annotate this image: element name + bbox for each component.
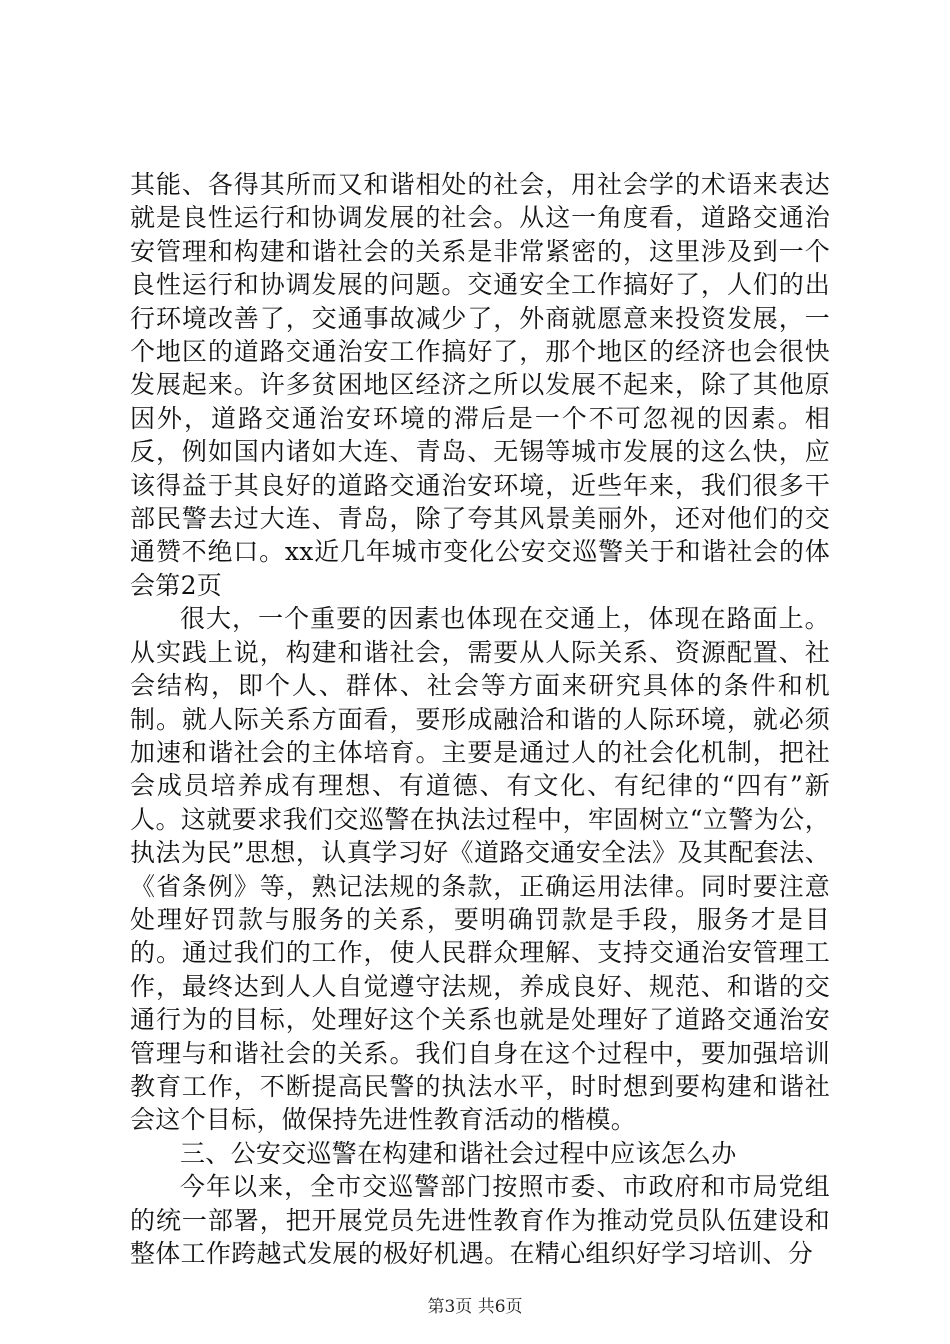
paragraph-3: 今年以来，全市交巡警部门按照市委、市政府和市局党组的统一部署，把开展党员先进性教育作为推动党员队伍建设和整体工作跨越式发展的极好机遇。在精心组织好学习培训、分 [130, 1172, 830, 1268]
document-body [130, 168, 830, 1270]
page-footer: 第3页 共6页 [427, 1297, 523, 1317]
paragraph-2: 很大，一个重要的因素也体现在交通上，体现在路面上。从实践上说，构建和谐社会，需要从人际关系、资源配置、社会结构，即个人、群体、社会等方面来研究具体的条件和机制。就人际关系方面看，要形成融洽和谐的人际环境，就必须加速和谐社会的主体培育。主要是通过人的社会化机制，把社会成员培养成有理想、有道德、有文化、有纪律的“四有”新人。这就要求我们交巡警在执法过程中，牢固树立“立警为公，执法为民”思想，认真学习好《道路交通安全法》及其配套法、《省条例》等，熟记法规的条款，正确运用法律。同时要注意处理好罚款与服务的关系，要明确罚款是手段，服务才是目的。通过我们的工作，使人民群众理解、支持交通治安管理工作，最终达到人人自觉遵守法规，养成良好、规范、和谐的交通行为的目标，处理好这个关系也就是处理好了道路交通治安管理与和谐社会的关系。我们自身在这个过程中，要加强培训教育工作，不断提高民警的执法水平，时时想到要构建和谐社会这个目标，做保持先进性教育活动的楷模。 [130, 604, 830, 1135]
section-heading: 三、公安交巡警在构建和谐社会过程中应该怎么办 [180, 1138, 737, 1168]
paragraph-1: 其能、各得其所而又和谐相处的社会，用社会学的术语来表达就是良性运行和协调发展的社会。从这一角度看，道路交通治安管理和构建和谐社会的关系是非常紧密的，这里涉及到一个良性运行和协调发展的问题。交通安全工作搞好了，人们的出行环境改善了，交通事故减少了，外商就愿意来投资发展，一个地区的道路交通治安工作搞好了，那个地区的经济也会很快发展起来。许多贫困地区经济之所以发展不起来，除了其他原因外，道路交通治安环境的滞后是一个不可忽视的因素。相反，例如国内诸如大连、青岛、无锡等城市发展的这么快，应该得益于其良好的道路交通治安环境，近些年来，我们很多干部民警去过大连、青岛，除了夸其风景美丽外，还对他们的交通赞不绝口。xx近几年城市变化公安交巡警关于和谐社会的体会第2页 [130, 170, 830, 600]
